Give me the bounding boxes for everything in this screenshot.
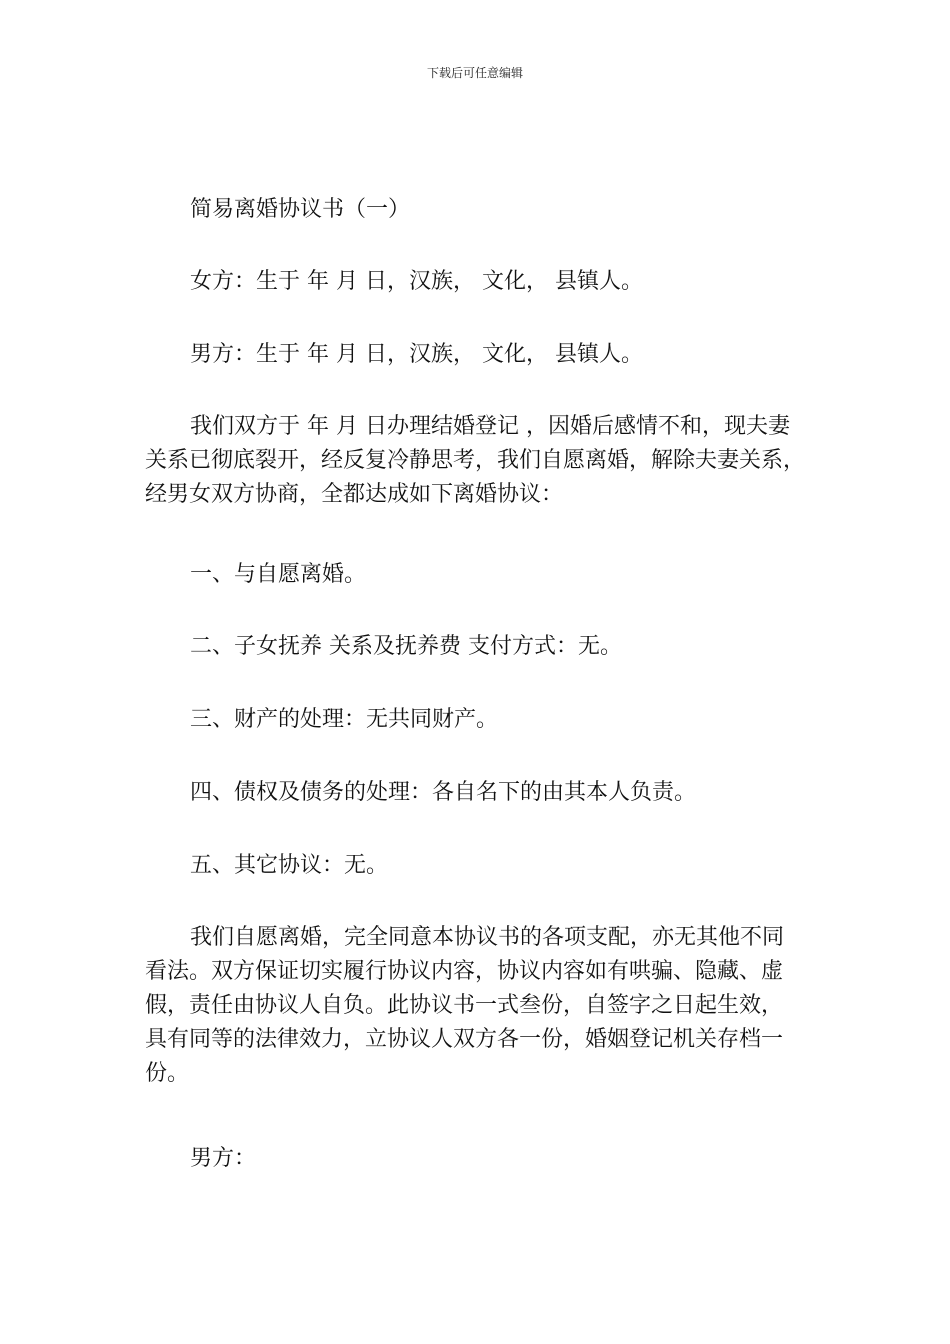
clause-2: 二、子女抚养 关系及抚养费 支付方式：无。 bbox=[190, 634, 622, 659]
closing-paragraph bbox=[145, 921, 825, 1091]
intro-paragraph bbox=[145, 410, 825, 512]
closing-line: 我们自愿离婚，完全同意本协议书的各项支配，亦无其他不同 bbox=[190, 925, 785, 950]
intro-line: 关系已彻底裂开，经反复冷静思考，我们自愿离婚，解除夫妻关系， bbox=[145, 448, 806, 473]
clause-1: 一、与自愿离婚。 bbox=[190, 562, 367, 587]
female-party-line: 女方：生于 年 月 日，汉族， 文化， 县镇人。 bbox=[190, 269, 643, 294]
signature-male-label: 男方： bbox=[190, 1146, 257, 1171]
clause-4: 四、债权及债务的处理：各自名下的由其本人负责。 bbox=[190, 780, 697, 805]
closing-line: 具有同等的法律效力，立协议人双方各一份，婚姻登记机关存档一 bbox=[145, 1027, 784, 1052]
clause-5: 五、其它协议：无。 bbox=[190, 853, 389, 878]
page-header-note: 下载后可任意编辑 bbox=[426, 66, 523, 80]
document-title: 简易离婚协议书（一） bbox=[190, 197, 411, 222]
clause-3: 三、财产的处理：无共同财产。 bbox=[190, 707, 499, 732]
closing-line: 份。 bbox=[145, 1061, 190, 1086]
intro-line: 我们双方于 年 月 日办理结婚登记 ，因婚后感情不和，现夫妻 bbox=[190, 414, 790, 439]
intro-line: 经男女双方协商，全都达成如下离婚协议： bbox=[145, 482, 564, 507]
male-party-line: 男方：生于 年 月 日，汉族， 文化， 县镇人。 bbox=[190, 342, 643, 367]
closing-line: 假，责任由协议人自负。此协议书一式叁份，自签字之日起生效， bbox=[145, 993, 784, 1018]
closing-line: 看法。双方保证切实履行协议内容，协议内容如有哄骗、隐藏、虚 bbox=[145, 959, 784, 984]
